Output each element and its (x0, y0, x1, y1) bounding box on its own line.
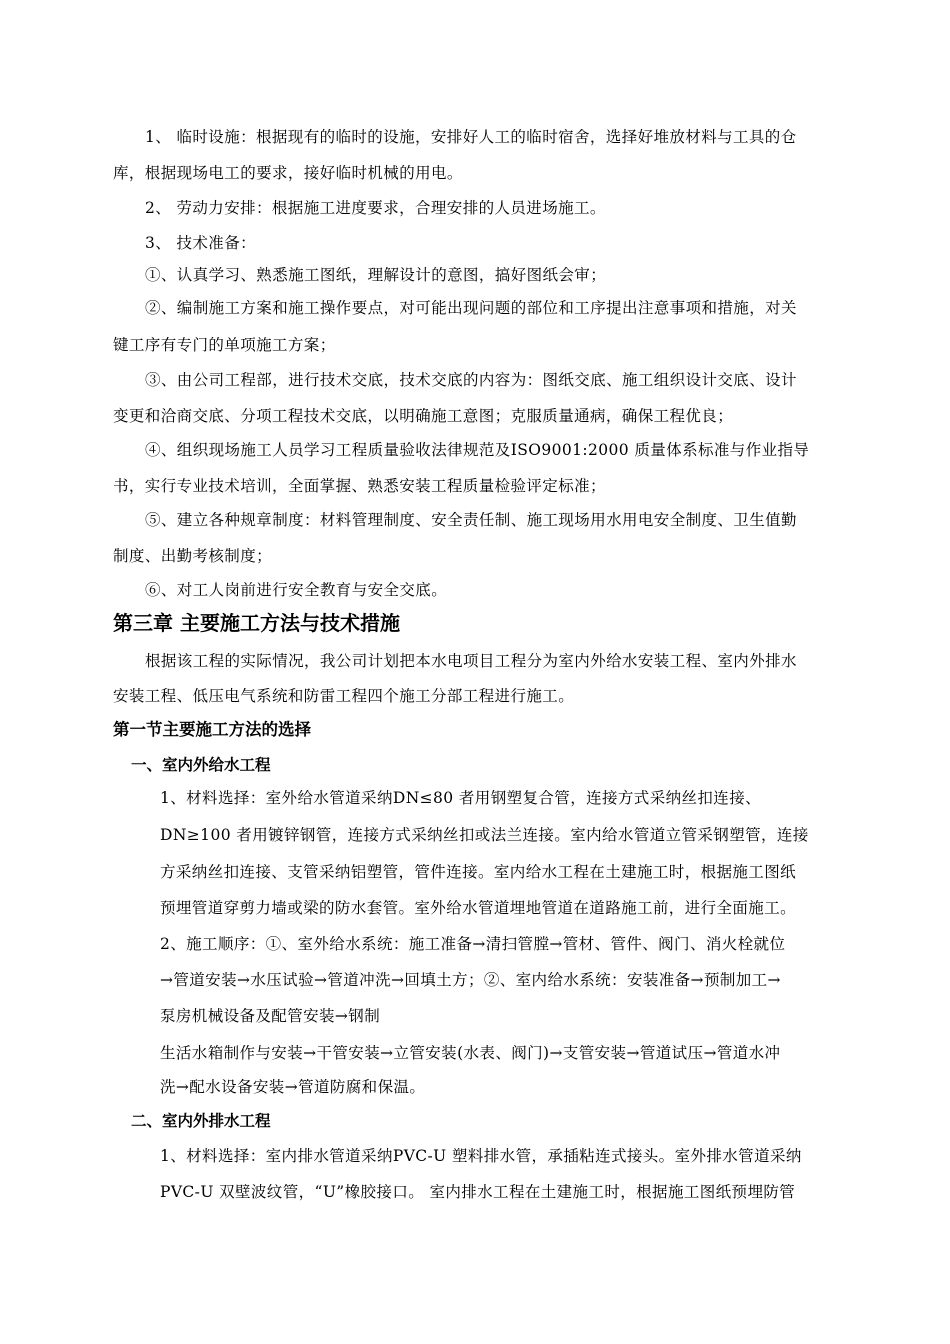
subsection-heading: 一、室内外给水工程 (131, 756, 271, 774)
paragraph-line: 2、施工顺序：①、室外给水系统：施工准备→清扫管膛→管材、管件、阀门、消火栓就位 (160, 935, 786, 953)
paragraph-line: ③、由公司工程部，进行技术交底，技术交底的内容为：图纸交底、施工组织设计交底、设计 (145, 371, 797, 389)
paragraph-line: 1、材料选择：室内排水管道采纳PVC-U 塑料排水管，承插粘连式接头。室外排水管道采纳 (160, 1147, 802, 1165)
paragraph-line: 洗→配水设备安装→管道防腐和保温。 (160, 1078, 426, 1096)
paragraph-line: ⑤、建立各种规章制度：材料管理制度、安全责任制、施工现场用水用电安全制度、卫生值勤 (145, 511, 797, 529)
paragraph-line: ②、编制施工方案和施工操作要点，对可能出现问题的部位和工序提出注意事项和措施，对关 (145, 299, 797, 317)
paragraph-line: 库，根据现场电工的要求，接好临时机械的用电。 (113, 164, 463, 182)
paragraph-line: PVC-U 双壁波纹管，“U”橡胶接口。 室内排水工程在土建施工时，根据施工图纸预埋防管 (160, 1183, 796, 1201)
paragraph-line: 预埋管道穿剪力墙或梁的防水套管。室外给水管道埋地管道在道路施工前，进行全面施工。 (160, 899, 797, 917)
chapter-heading: 第三章 主要施工方法与技术措施 (113, 611, 400, 635)
paragraph-line: ⑥、对工人岗前进行安全教育与安全交底。 (145, 581, 448, 599)
section-heading: 第一节主要施工方法的选择 (113, 720, 311, 739)
paragraph-line: 泵房机械设备及配管安装→钢制 (160, 1007, 381, 1025)
paragraph-line: 根据该工程的实际情况，我公司计划把本水电项目工程分为室内外给水安装工程、室内外排水 (145, 652, 797, 670)
paragraph-line: DN≥100 者用镀锌钢管，连接方式采纳丝扣或法兰连接。室内给水管道立管采钢塑管，连接 (160, 826, 809, 844)
paragraph-line: →管道安装→水压试验→管道冲洗→回填土方；②、室内给水系统：安装准备→预制加工→ (160, 971, 781, 989)
paragraph-line: 变更和洽商交底、分项工程技术交底，以明确施工意图；克服质量通病，确保工程优良； (113, 407, 734, 425)
paragraph-line: 生活水箱制作与安装→干管安装→立管安装(水表、阀门)→支管安装→管道试压→管道水冲 (160, 1044, 781, 1062)
paragraph-line: 键工序有专门的单项施工方案； (113, 336, 336, 354)
paragraph-line: ①、认真学习、熟悉施工图纸，理解设计的意图，搞好图纸会审； (145, 266, 607, 284)
paragraph-line: 书，实行专业技术培训，全面掌握、熟悉安装工程质量检验评定标准； (113, 477, 606, 495)
paragraph-line: 1、 临时设施：根据现有的临时的设施，安排好人工的临时宿舍，选择好堆放材料与工具的仓 (145, 128, 797, 146)
paragraph-line: 方采纳丝扣连接、支管采纳铝塑管，管件连接。室内给水工程在土建施工时，根据施工图纸 (160, 863, 797, 881)
paragraph-line: 3、 技术准备： (145, 234, 256, 252)
paragraph-line: 2、 劳动力安排：根据施工进度要求，合理安排的人员进场施工。 (145, 199, 606, 217)
paragraph-line: 1、材料选择：室外给水管道采纳DN≤80 者用钢塑复合管，连接方式采纳丝扣连接、 (160, 789, 761, 807)
paragraph-line: 制度、出勤考核制度； (113, 547, 273, 565)
paragraph-line: ④、组织现场施工人员学习工程质量验收法律规范及ISO9001:2000 质量体系标准与作业指导 (145, 441, 810, 459)
paragraph-line: 安装工程、低压电气系统和防雷工程四个施工分部工程进行施工。 (113, 687, 575, 705)
subsection-heading: 二、室内外排水工程 (131, 1112, 271, 1130)
